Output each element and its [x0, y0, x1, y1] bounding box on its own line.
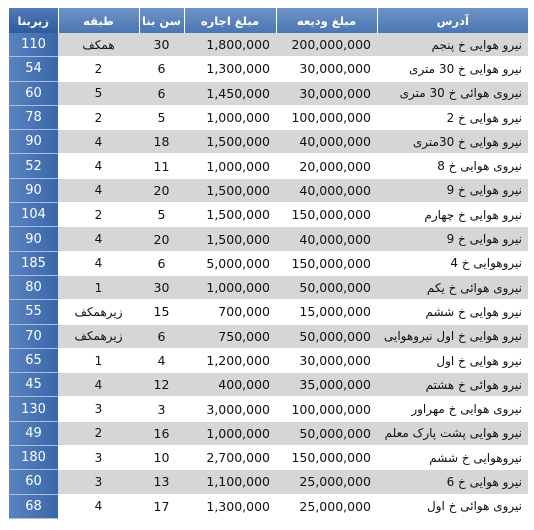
table-header [9, 8, 528, 33]
cell-address: نیرو هوایی خ 30 متری [377, 57, 528, 81]
cell-age: 3 [139, 397, 184, 421]
cell-floor: زیرهمکف [58, 300, 139, 324]
cell-deposit: 50,000,000 [276, 421, 377, 445]
cell-deposit: 30,000,000 [276, 57, 377, 81]
cell-deposit: 30,000,000 [276, 81, 377, 105]
cell-floor: 2 [58, 105, 139, 129]
cell-address: نیرو هوایی خ 6 [377, 470, 528, 494]
table-row [9, 203, 528, 227]
cell-deposit: 150,000,000 [276, 203, 377, 227]
cell-floor: 4 [58, 178, 139, 202]
cell-age: 11 [139, 154, 184, 178]
header-deposit: مبلغ ودیعه [276, 8, 377, 33]
cell-rent: 1,000,000 [184, 275, 276, 299]
cell-rent: 3,000,000 [184, 397, 276, 421]
cell-deposit: 15,000,000 [276, 300, 377, 324]
cell-deposit: 150,000,000 [276, 446, 377, 470]
header-floor: طبقه [58, 8, 139, 33]
cell-area: 90 [9, 130, 58, 154]
table-row [9, 227, 528, 251]
table-row [9, 373, 528, 397]
cell-area: 90 [9, 227, 58, 251]
rental-listings-table [9, 8, 528, 519]
cell-area: 52 [9, 154, 58, 178]
cell-address: نیرو هوایی خ اول [377, 348, 528, 372]
cell-floor: 1 [58, 348, 139, 372]
cell-age: 17 [139, 494, 184, 518]
cell-floor: 1 [58, 275, 139, 299]
cell-address: نیروی هوایی خ 8 [377, 154, 528, 178]
cell-rent: 1,000,000 [184, 154, 276, 178]
cell-deposit: 100,000,000 [276, 397, 377, 421]
cell-rent: 1,800,000 [184, 33, 276, 57]
cell-age: 10 [139, 446, 184, 470]
cell-floor: 4 [58, 130, 139, 154]
cell-rent: 1,300,000 [184, 494, 276, 518]
cell-age: 18 [139, 130, 184, 154]
cell-deposit: 25,000,000 [276, 494, 377, 518]
cell-floor: 4 [58, 227, 139, 251]
cell-deposit: 40,000,000 [276, 227, 377, 251]
cell-floor: 4 [58, 154, 139, 178]
cell-deposit: 150,000,000 [276, 251, 377, 275]
cell-deposit: 20,000,000 [276, 154, 377, 178]
cell-floor: 2 [58, 421, 139, 445]
table-row [9, 251, 528, 275]
cell-area: 65 [9, 348, 58, 372]
table-row [9, 33, 528, 57]
cell-deposit: 100,000,000 [276, 105, 377, 129]
cell-floor: 4 [58, 251, 139, 275]
cell-floor: 2 [58, 203, 139, 227]
cell-rent: 1,000,000 [184, 421, 276, 445]
cell-age: 4 [139, 348, 184, 372]
cell-rent: 1,500,000 [184, 203, 276, 227]
cell-floor: زیرهمکف [58, 324, 139, 348]
table-row [9, 470, 528, 494]
cell-area: 180 [9, 446, 58, 470]
cell-age: 20 [139, 227, 184, 251]
cell-area: 130 [9, 397, 58, 421]
cell-rent: 1,300,000 [184, 57, 276, 81]
cell-rent: 1,450,000 [184, 81, 276, 105]
cell-address: نیرو هوایی خ اول نیروهوایی [377, 324, 528, 348]
cell-deposit: 50,000,000 [276, 324, 377, 348]
header-rent: مبلغ اجاره [184, 8, 276, 33]
cell-area: 45 [9, 373, 58, 397]
cell-floor: همکف [58, 33, 139, 57]
cell-age: 20 [139, 178, 184, 202]
cell-area: 70 [9, 324, 58, 348]
cell-age: 5 [139, 203, 184, 227]
cell-rent: 400,000 [184, 373, 276, 397]
cell-deposit: 40,000,000 [276, 178, 377, 202]
cell-age: 30 [139, 275, 184, 299]
cell-rent: 700,000 [184, 300, 276, 324]
cell-area: 55 [9, 300, 58, 324]
cell-rent: 1,500,000 [184, 130, 276, 154]
table-body [9, 33, 528, 518]
cell-area: 68 [9, 494, 58, 518]
cell-floor: 4 [58, 373, 139, 397]
cell-floor: 2 [58, 57, 139, 81]
cell-deposit: 200,000,000 [276, 33, 377, 57]
cell-deposit: 30,000,000 [276, 348, 377, 372]
header-address: آدرس [377, 8, 528, 33]
header-row [9, 8, 528, 33]
cell-address: نیروی هوائی خ اول [377, 494, 528, 518]
cell-rent: 5,000,000 [184, 251, 276, 275]
cell-address: نیروهوایی خ 4 [377, 251, 528, 275]
cell-floor: 5 [58, 81, 139, 105]
table-row [9, 324, 528, 348]
cell-address: نیروی هوایی خ مهراور [377, 397, 528, 421]
cell-area: 80 [9, 275, 58, 299]
cell-address: نیرو هوایی خ پنجم [377, 33, 528, 57]
cell-rent: 750,000 [184, 324, 276, 348]
cell-rent: 1,500,000 [184, 178, 276, 202]
cell-area: 54 [9, 57, 58, 81]
cell-address: نیرو هوایی خ 30متری [377, 130, 528, 154]
cell-age: 16 [139, 421, 184, 445]
table-row [9, 446, 528, 470]
cell-age: 5 [139, 105, 184, 129]
cell-age: 30 [139, 33, 184, 57]
cell-area: 78 [9, 105, 58, 129]
cell-address: نیروهوایی خ ششم [377, 446, 528, 470]
cell-address: نیرو هوایی خ ششم [377, 300, 528, 324]
table-row [9, 154, 528, 178]
cell-area: 90 [9, 178, 58, 202]
cell-area: 60 [9, 470, 58, 494]
cell-floor: 3 [58, 446, 139, 470]
cell-rent: 1,100,000 [184, 470, 276, 494]
cell-address: نیرو هوایی پشت پارک معلم [377, 421, 528, 445]
cell-address: نیرو هوائی خ هشتم [377, 373, 528, 397]
cell-age: 6 [139, 251, 184, 275]
cell-address: نیرو هوایی خ 9 [377, 227, 528, 251]
cell-address: نیروی هوائی خ یکم [377, 275, 528, 299]
header-area: زیربنا [9, 8, 58, 33]
header-age: سن بنا [139, 8, 184, 33]
table-row [9, 81, 528, 105]
cell-floor: 4 [58, 494, 139, 518]
table-row [9, 178, 528, 202]
cell-deposit: 35,000,000 [276, 373, 377, 397]
cell-rent: 1,200,000 [184, 348, 276, 372]
cell-rent: 2,700,000 [184, 446, 276, 470]
cell-deposit: 25,000,000 [276, 470, 377, 494]
cell-deposit: 40,000,000 [276, 130, 377, 154]
table-row [9, 397, 528, 421]
cell-address: نیرو هوایی خ 2 [377, 105, 528, 129]
cell-address: نیرو هوایی خ چهارم [377, 203, 528, 227]
cell-age: 15 [139, 300, 184, 324]
table-row [9, 57, 528, 81]
cell-address: نیروی هوائی خ 30 متری [377, 81, 528, 105]
cell-rent: 1,000,000 [184, 105, 276, 129]
table-row [9, 421, 528, 445]
cell-address: نیرو هوایی خ 9 [377, 178, 528, 202]
cell-rent: 1,500,000 [184, 227, 276, 251]
cell-deposit: 50,000,000 [276, 275, 377, 299]
cell-area: 110 [9, 33, 58, 57]
cell-area: 60 [9, 81, 58, 105]
table-row [9, 348, 528, 372]
cell-area: 185 [9, 251, 58, 275]
table-row [9, 275, 528, 299]
table-row [9, 300, 528, 324]
table-row [9, 494, 528, 518]
cell-age: 6 [139, 324, 184, 348]
cell-age: 13 [139, 470, 184, 494]
cell-floor: 3 [58, 470, 139, 494]
cell-area: 104 [9, 203, 58, 227]
table-row [9, 105, 528, 129]
cell-area: 49 [9, 421, 58, 445]
cell-age: 6 [139, 81, 184, 105]
cell-age: 6 [139, 57, 184, 81]
cell-floor: 3 [58, 397, 139, 421]
table-row [9, 130, 528, 154]
cell-age: 12 [139, 373, 184, 397]
